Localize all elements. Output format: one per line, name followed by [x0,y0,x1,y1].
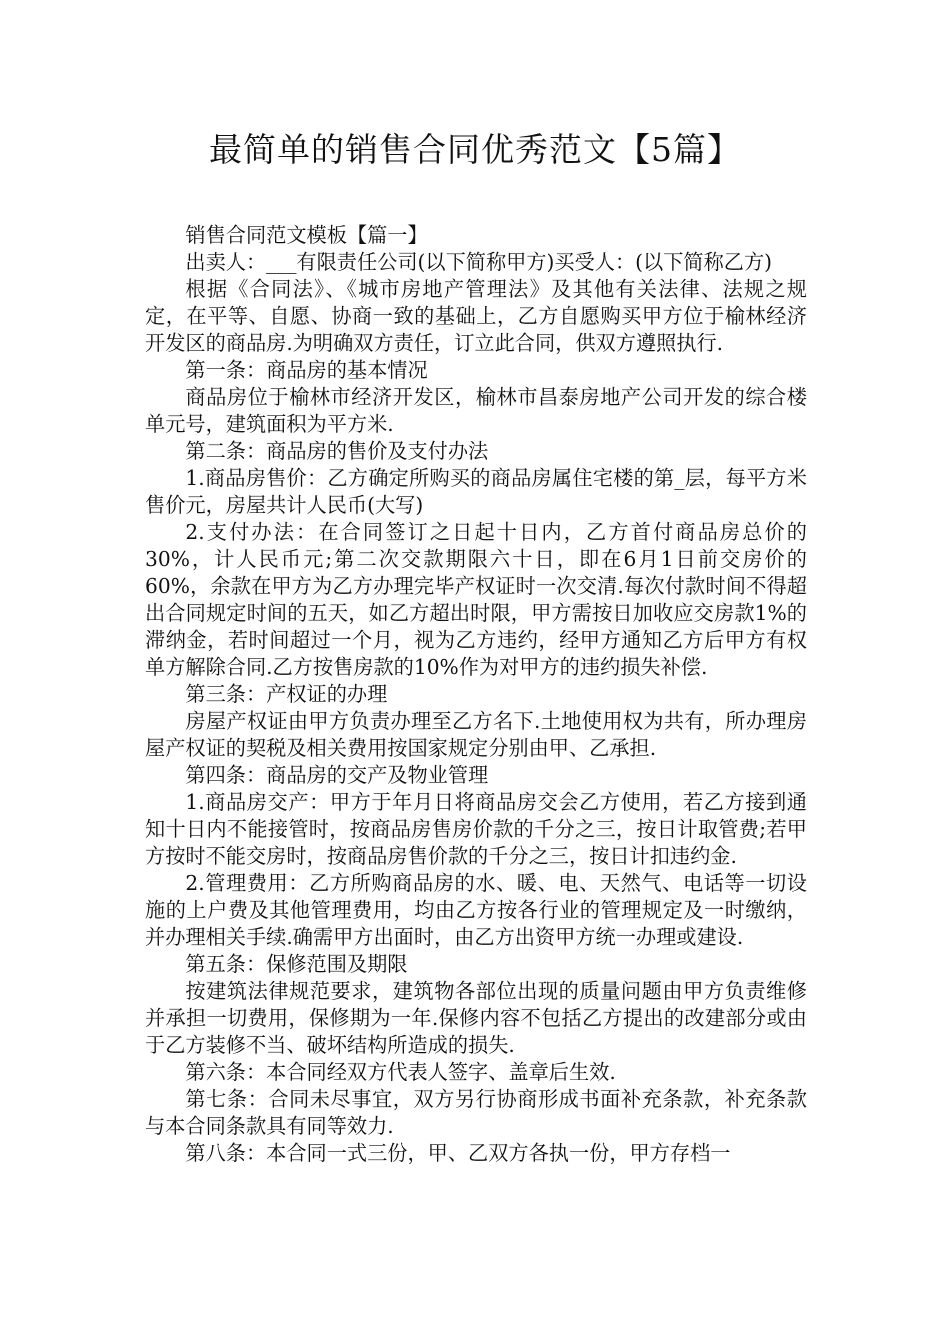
document-body [145,222,807,1167]
parties-paragraph: 出卖人：___有限责任公司(以下简称甲方)买受人：(以下简称乙方) [185,250,773,274]
article-3-heading: 第三条：产权证的办理 [185,682,388,706]
article-5-heading: 第五条：保修范围及期限 [185,952,408,976]
article-7-paragraph: 第七条：合同未尽事宜，双方另行协商形成书面补充条款，补充条款与本合同条款具有同等效力. [145,1087,807,1138]
article-2-item-1: 1.商品房售价：乙方确定所购买的商品房属住宅楼的第_层，每平方米售价元，房屋共计人民币(大写) [145,466,807,517]
article-4-item-1: 1.商品房交产：甲方于年月日将商品房交会乙方使用，若乙方接到通知十日内不能接管时，按商品房售房价款的千分之三，按日计取管费;若甲方按时不能交房时，按商品房售价款的千分之三，按日计扣违约金. [145,790,807,868]
article-2-item-2: 2.支付办法：在合同签订之日起十日内，乙方首付商品房总价的30%，计人民币元;第二次交款期限六十日，即在6月1日前交房价的60%，余款在甲方为乙方办理完毕产权证时一次交清.每次付款时间不得超出合同规定时间的五天，如乙方超出时限，甲方需按日加收应交房款1%的滞纳金，若时间超过一个月，视为乙方违约，经甲方通知乙方后甲方有权单方解除合同.乙方按售房款的10%作为对甲方的违约损失补偿. [145,520,807,679]
article-6-paragraph: 第六条：本合同经双方代表人签字、盖章后生效. [185,1060,616,1084]
article-2-heading: 第二条：商品房的售价及支付办法 [185,439,489,463]
article-1-body: 商品房位于榆林市经济开发区，榆林市昌泰房地产公司开发的综合楼单元号，建筑面积为平方米. [145,385,807,436]
article-4-heading: 第四条：商品房的交产及物业管理 [185,763,489,787]
section-heading: 销售合同范文模板【篇一】 [185,223,428,247]
document-title: 最简单的销售合同优秀范文【5篇】 [209,130,741,169]
preamble-paragraph: 根据《合同法》、《城市房地产管理法》及其他有关法律、法规之规定，在平等、自愿、协商一致的基础上，乙方自愿购买甲方位于榆林经济开发区的商品房.为明确双方责任，订立此合同，供双方遵照执行. [145,277,807,355]
article-4-item-2: 2.管理费用：乙方所购商品房的水、暖、电、天然气、电话等一切设施的上户费及其他管理费用，均由乙方按各行业的管理规定及一时缴纳，并办理相关手续.确需甲方出面时，由乙方出资甲方统一办理或建设. [145,871,807,949]
article-1-heading: 第一条：商品房的基本情况 [185,358,428,382]
article-5-body: 按建筑法律规范要求，建筑物各部位出现的质量问题由甲方负责维修并承担一切费用，保修期为一年.保修内容不包括乙方提出的改建部分或由于乙方装修不当、破坏结构所造成的损失. [145,979,807,1057]
article-8-paragraph: 第八条：本合同一式三份，甲、乙双方各执一份，甲方存档一 [185,1141,731,1165]
article-3-body: 房屋产权证由甲方负责办理至乙方名下.土地使用权为共有，所办理房屋产权证的契税及相关费用按国家规定分别由甲、乙承担. [145,709,807,760]
